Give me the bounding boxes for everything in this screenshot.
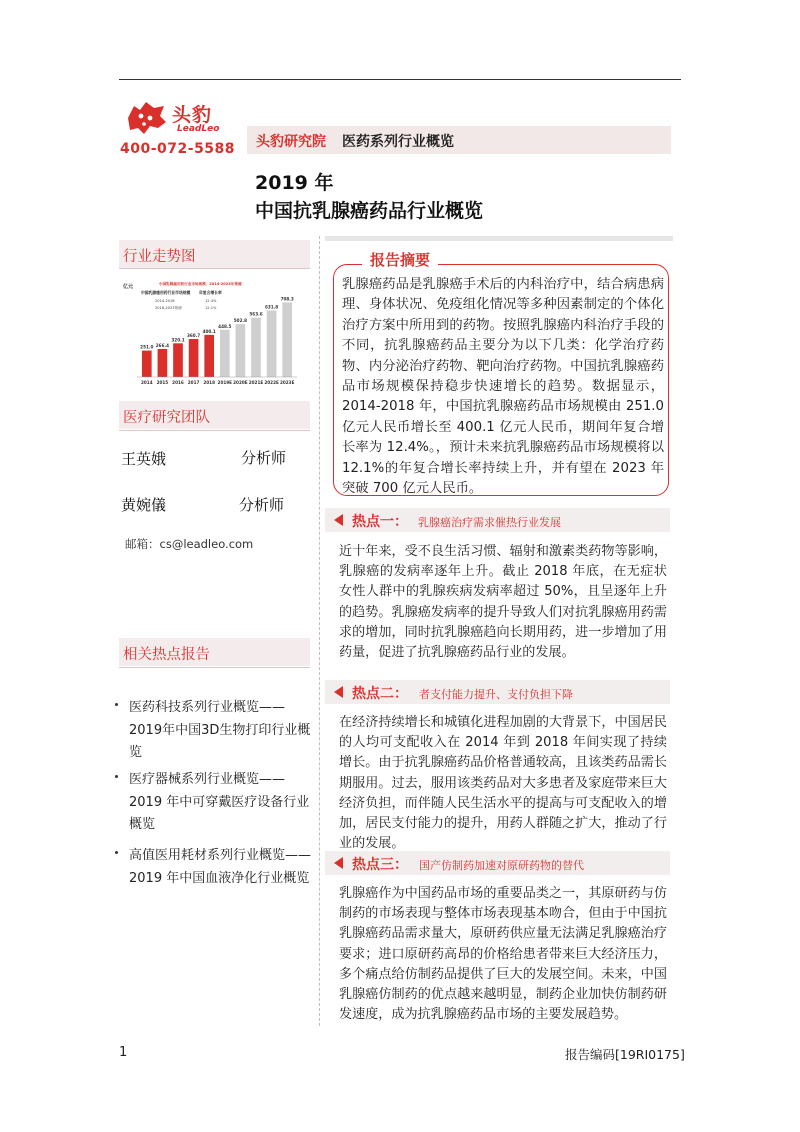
chart-tick-label: 2021E xyxy=(248,380,264,385)
bullet-icon xyxy=(115,703,118,706)
chart-data-label: 563.6 xyxy=(249,311,263,317)
series-name: 医药系列行业概览 xyxy=(342,134,454,150)
chart-tick-label: 2018 xyxy=(203,380,216,385)
related-report-text[interactable]: 医药科技系列行业概览——2019年中国3D生物打印行业概览 xyxy=(129,700,311,760)
chart-data-label: 400.1 xyxy=(202,328,216,334)
related-report-text[interactable]: 医疗器械系列行业概览——2019 年中可穿戴医疗设备行业概览 xyxy=(129,772,310,832)
hotpoint-3-subtitle: 国产仿制药加速对原研药物的替代 xyxy=(419,859,584,872)
member-role-1: 分析师 xyxy=(241,449,287,467)
related-heading xyxy=(119,638,310,666)
chart-tick-label: 2015 xyxy=(156,380,169,385)
leopard-logo-icon xyxy=(124,98,168,136)
chart-bar xyxy=(158,349,168,377)
member-name-2: 黄婉儀 xyxy=(121,496,167,514)
chart-data-label: 502.8 xyxy=(233,318,248,324)
hotpoint-1-text: 近十年来，受不良生活习惯、辐射和激素类药物等影响，乳腺癌的发病率逐年上升。截止 2018 年底，在无症状女性人群中的乳腺疾病发病率超过 50%，且呈逐年上升的趋势。乳腺癌发病率的提升导致人们对抗乳腺癌用药需求的增加，同时抗乳腺癌趋向长期用药，进一步增加了用药量，促进了抗乳腺癌药品行业的发展。 xyxy=(339,544,667,661)
team-heading xyxy=(119,401,310,429)
bullet-icon xyxy=(115,775,118,778)
trend-chart xyxy=(119,280,299,390)
chart-bar xyxy=(173,343,183,377)
hotpoint-2-title: 热点二： xyxy=(352,686,408,702)
hotpoint-3-title: 热点三： xyxy=(352,857,408,873)
logo-name-en: LeadLeo xyxy=(177,124,220,134)
chart-bar xyxy=(220,330,230,377)
chart-data-label: 266.4 xyxy=(155,342,170,348)
trend-heading-label: 行业走势图 xyxy=(123,249,196,265)
summary-text: 乳腺癌药品是乳腺癌手术后的内科治疗中，结合病患病理、身体状况、免疫组化情况等多种因素制定的个体化治疗方案中所用到的药物。按照乳腺癌内科治疗手段的不同，抗乳腺癌药品主要分为以下几类：化学治疗药物、内分泌治疗药物、靶向治疗药物。中国抗乳腺癌药品市场规模保持稳步快速增长的趋势。数据显示，2014-2018 年，中国抗乳腺癌药品市场规模由 251.0 亿元人民币增长至 400.1 亿元人民币，期间年复合增长率为 12.4%。，预计未来抗乳腺癌药品市场规模将以 12.1%的年复合增长率持续上升，并有望在 2023 年突破 700 亿元人民币。 xyxy=(342,277,664,497)
team-heading-underline xyxy=(119,430,310,431)
hotpoint-1-header xyxy=(325,508,670,532)
top-rule xyxy=(119,79,681,80)
chart-legend-period: 2018-2023预测 xyxy=(155,306,182,310)
chart-legend-heading-left: 中国乳腺癌用药行业市场规模 xyxy=(141,290,191,295)
hotpoint-1-subtitle: 乳腺癌治疗需求催热行业发展 xyxy=(418,516,561,529)
chart-data-label: 631.8 xyxy=(264,304,279,310)
summary-top-band xyxy=(325,236,673,241)
chart-tick-label: 2020E xyxy=(233,380,248,385)
logo-name-cn: 头豹 xyxy=(172,104,213,126)
chart-title: 中国乳腺癌用药行业市场规模，2014-2023年预测 xyxy=(159,282,242,286)
chart-bar xyxy=(236,324,246,377)
report-title: 中国抗乳腺癌药品行业概览 xyxy=(255,200,484,222)
column-divider xyxy=(319,236,320,1026)
arrow-left-icon xyxy=(334,514,343,526)
team-heading-label: 医疗研究团队 xyxy=(123,410,210,426)
bullet-icon xyxy=(115,851,118,854)
chart-data-label: 251.0 xyxy=(140,344,154,350)
chart-bar xyxy=(142,351,152,377)
summary-label: 报告摘要 xyxy=(362,249,438,271)
chart-bar xyxy=(251,318,261,377)
trend-heading-underline xyxy=(119,268,310,269)
chart-bar xyxy=(282,302,292,377)
member-name-1: 王英娥 xyxy=(121,450,167,468)
member-role-2: 分析师 xyxy=(239,496,285,514)
logo xyxy=(124,98,234,138)
hotpoint-3-text: 乳腺癌作为中国药品市场的重要品类之一，其原研药与仿制药的市场表现与整体市场表现基本吻合，但由于中国抗乳腺癌药品需求量大，原研药供应量无法满足乳腺癌治疗要求；进口原研药高昂的价格给患者带来巨大经济压力，多个痛点给仿制药品提供了巨大的发展空间。未来，中国乳腺癌仿制药的优点越来越明显，制药企业加快仿制药研发速度，成为抗乳腺癌药品市场的主要发展趋势。 xyxy=(339,886,667,1023)
related-report-text[interactable]: 高值医用耗材系列行业概览——2019 年中国血液净化行业概览 xyxy=(129,848,312,886)
chart-tick-label: 2014 xyxy=(140,380,153,385)
chart-data-label: 360.7 xyxy=(186,333,201,339)
related-heading-underline xyxy=(119,667,310,668)
chart-legend-cagr: 12.1% xyxy=(205,306,217,310)
arrow-left-icon xyxy=(334,686,343,698)
page-number: 1 xyxy=(119,1045,128,1060)
chart-bar xyxy=(189,339,199,377)
chart-bar xyxy=(267,310,277,377)
related-heading-label: 相关热点报告 xyxy=(123,647,210,663)
hotpoint-2-header xyxy=(325,680,670,704)
chart-ylabel: 亿元 xyxy=(123,284,134,290)
chart-legend-heading-right: 年复合增长率 xyxy=(199,290,222,295)
series-bar xyxy=(247,126,671,154)
chart-tick-label: 2023E xyxy=(279,380,295,385)
contact-email[interactable]: 邮箱：cs@leadleo.com xyxy=(125,537,254,551)
arrow-left-icon xyxy=(334,857,343,869)
chart-data-label: 708.3 xyxy=(280,296,294,302)
series-org: 头豹研究院 xyxy=(256,134,326,150)
chart-tick-label: 2022E xyxy=(264,380,279,385)
trend-heading xyxy=(119,240,310,268)
chart-bar xyxy=(204,335,214,377)
chart-legend-cagr: 12.4% xyxy=(205,299,217,303)
hotpoint-1-title: 热点一： xyxy=(352,514,408,530)
hotpoint-3-header xyxy=(325,851,670,875)
chart-data-label: 320.1 xyxy=(171,337,185,343)
chart-tick-label: 2019E xyxy=(217,380,233,385)
report-year: 2019 年 xyxy=(255,172,334,194)
chart-legend-period: 2014-2018 xyxy=(155,299,175,303)
chart-tick-label: 2017 xyxy=(187,380,200,385)
phone-number: 400-072-5588 xyxy=(120,141,236,157)
chart-data-label: 448.5 xyxy=(218,323,232,329)
report-code: 报告编码[19RI0175] xyxy=(565,1047,685,1062)
hotpoint-2-text: 在经济持续增长和城镇化进程加剧的大背景下，中国居民的人均可支配收入在 2014 年到 2018 年间实现了持续增长。由于抗乳腺癌药品价格普通较高，且该类药品需长期服用。过去，服用该类药品对大多患者及家庭带来巨大经济负担，而伴随人民生活水平的提高与可支配收入的增加，居民支付能力的提升，用药人群随之扩大，推动了行业的发展。 xyxy=(339,715,667,852)
hotpoint-2-subtitle: 者支付能力提升、支付负担下降 xyxy=(419,688,573,701)
chart-tick-label: 2016 xyxy=(172,380,184,385)
